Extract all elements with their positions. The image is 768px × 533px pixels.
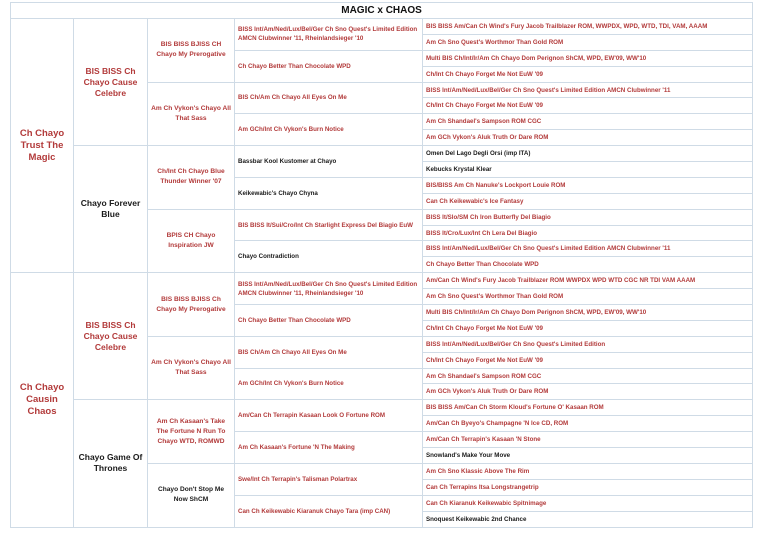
pedigree-row [11, 400, 753, 416]
generation-4-ancestor: BIS Ch/Am Ch Chayo All Eyes On Me [235, 336, 423, 368]
generation-5-ancestor: BIS/BISS Am Ch Nanuke's Lockport Louie ROM [423, 177, 753, 193]
generation-5-ancestor: Kebucks Krystal Klear [423, 162, 753, 178]
generation-2-ancestor: BIS BISS Ch Chayo Cause Celebre [74, 19, 148, 146]
generation-5-ancestor: Multi BIS Ch/Int/Ir/Am Ch Chayo Dom Perignon ShCM, WPD, EW'09, WW'10 [423, 50, 753, 66]
pedigree-row [11, 19, 753, 35]
generation-2-ancestor: Chayo Forever Blue [74, 146, 148, 273]
title-row [11, 3, 753, 19]
generation-4-ancestor: Keikewabic's Chayo Chyna [235, 177, 423, 209]
pedigree-title: MAGIC x CHAOS [11, 3, 753, 19]
generation-5-ancestor: Can Ch Keikewabic's Ice Fantasy [423, 193, 753, 209]
pedigree-row [11, 273, 753, 289]
generation-5-ancestor: Am GCh Vykon's Aluk Truth Or Dare ROM [423, 384, 753, 400]
generation-4-ancestor: Ch Chayo Better Than Chocolate WPD [235, 50, 423, 82]
generation-5-ancestor: Am Ch Shandael's Sampson ROM CGC [423, 368, 753, 384]
generation-5-ancestor: Multi BIS Ch/Int/Ir/Am Ch Chayo Dom Perignon ShCM, WPD, EW'09, WW'10 [423, 305, 753, 321]
generation-4-ancestor: Ch Chayo Better Than Chocolate WPD [235, 305, 423, 337]
generation-4-ancestor: Am GCh/Int Ch Vykon's Burn Notice [235, 368, 423, 400]
generation-5-ancestor: Am Ch Shandael's Sampson ROM CGC [423, 114, 753, 130]
generation-5-ancestor: BISS It/Cro/Lux/Int Ch Lera Del Biagio [423, 225, 753, 241]
generation-4-ancestor: Chayo Contradiction [235, 241, 423, 273]
generation-5-ancestor: Am/Can Ch Byeyo's Champagne 'N Ice CD, ROM [423, 416, 753, 432]
generation-5-ancestor: Ch/Int Ch Chayo Forget Me Not EuW '09 [423, 98, 753, 114]
pedigree-row [11, 146, 753, 162]
generation-5-ancestor: BIS BISS Am/Can Ch Wind's Fury Jacob Trailblazer ROM, WWPDX, WPD, WTD, TDI, VAM, AAAM [423, 19, 753, 35]
generation-3-ancestor: BIS BISS BJISS CH Chayo My Prerogative [148, 19, 235, 83]
pedigree-table [10, 2, 753, 528]
generation-5-ancestor: Ch/Int Ch Chayo Forget Me Not EuW '09 [423, 320, 753, 336]
generation-5-ancestor: Am/Can Ch Terrapin's Kasaan 'N Stone [423, 432, 753, 448]
generation-3-ancestor: Am Ch Vykon's Chayo All That Sass [148, 82, 235, 146]
generation-3-ancestor: BIS BISS BJISS Ch Chayo My Prerogative [148, 273, 235, 337]
generation-2-ancestor: Chayo Game Of Thrones [74, 400, 148, 527]
generation-4-ancestor: Can Ch Keikewabic Kiaranuk Chayo Tara (imp CAN) [235, 495, 423, 527]
generation-4-ancestor: Am Ch Kasaan's Fortune 'N The Making [235, 432, 423, 464]
generation-3-ancestor: Chayo Don't Stop Me Now ShCM [148, 463, 235, 527]
generation-4-ancestor: BISS Int/Am/Ned/Lux/Bel/Ger Ch Sno Quest's Limited Edition AMCN Clubwinner '11, Rheinlandsieger '10 [235, 273, 423, 305]
generation-5-ancestor: Ch/Int Ch Chayo Forget Me Not EuW '09 [423, 352, 753, 368]
generation-5-ancestor: Am/Can Ch Wind's Fury Jacob Trailblazer ROM WWPDX WPD WTD CGC NR TDI VAM AAAM [423, 273, 753, 289]
generation-4-ancestor: BIS BISS It/Sui/Cro/Int Ch Starlight Express Del Biagio EuW [235, 209, 423, 241]
generation-4-ancestor: Bassbar Kool Kustomer at Chayo [235, 146, 423, 178]
generation-1-ancestor: Ch Chayo Trust The Magic [11, 19, 74, 273]
generation-3-ancestor: Ch/Int Ch Chayo Blue Thunder Winner '07 [148, 146, 235, 210]
generation-5-ancestor: Can Ch Kiaranuk Keikewabic Spitnimage [423, 495, 753, 511]
generation-4-ancestor: BIS Ch/Am Ch Chayo All Eyes On Me [235, 82, 423, 114]
generation-5-ancestor: Am Ch Sno Quest's Worthmor Than Gold ROM [423, 289, 753, 305]
generation-5-ancestor: Am Ch Sno Quest's Worthmor Than Gold ROM [423, 34, 753, 50]
generation-1-ancestor: Ch Chayo Causin Chaos [11, 273, 74, 527]
generation-5-ancestor: BISS It/Slo/SM Ch Iron Butterfly Del Biagio [423, 209, 753, 225]
generation-5-ancestor: BISS Int/Am/Ned/Lux/Bel/Ger Ch Sno Quest's Limited Edition AMCN Clubwinner '11 [423, 241, 753, 257]
generation-5-ancestor: Am Ch Sno Klassic Above The Rim [423, 463, 753, 479]
generation-5-ancestor: BIS BISS Am/Can Ch Storm Kloud's Fortune O' Kasaan ROM [423, 400, 753, 416]
generation-3-ancestor: BPIS CH Chayo Inspiration JW [148, 209, 235, 273]
generation-5-ancestor: BISS Int/Am/Ned/Lux/Bel/Ger Ch Sno Quest's Limited Edition AMCN Clubwinner '11 [423, 82, 753, 98]
generation-4-ancestor: Am GCh/Int Ch Vykon's Burn Notice [235, 114, 423, 146]
generation-4-ancestor: Swe/Int Ch Terrapin's Talisman Polartrax [235, 463, 423, 495]
generation-5-ancestor: Am GCh Vykon's Aluk Truth Or Dare ROM [423, 130, 753, 146]
generation-5-ancestor: Ch Chayo Better Than Chocolate WPD [423, 257, 753, 273]
generation-4-ancestor: Am/Can Ch Terrapin Kasaan Look O Fortune ROM [235, 400, 423, 432]
generation-5-ancestor: Omen Del Lago Degli Orsi (imp ITA) [423, 146, 753, 162]
generation-3-ancestor: Am Ch Vykon's Chayo All That Sass [148, 336, 235, 400]
generation-5-ancestor: Can Ch Terrapins Itsa Longstrangetrip [423, 479, 753, 495]
generation-3-ancestor: Am Ch Kasaan's Take The Fortune N Run To Chayo WTD, ROMWD [148, 400, 235, 464]
generation-5-ancestor: BISS Int/Am/Ned/Lux/Bel/Ger Ch Sno Quest's Limited Edition [423, 336, 753, 352]
generation-2-ancestor: BIS BISS Ch Chayo Cause Celebre [74, 273, 148, 400]
generation-5-ancestor: Ch/Int Ch Chayo Forget Me Not EuW '09 [423, 66, 753, 82]
generation-5-ancestor: Snowland's Make Your Move [423, 448, 753, 464]
generation-4-ancestor: BISS Int/Am/Ned/Lux/Bel/Ger Ch Sno Quest's Limited Edition AMCN Clubwinner '11, Rheinlandsieger '10 [235, 19, 423, 51]
generation-5-ancestor: Snoquest Keikewabic 2nd Chance [423, 511, 753, 527]
